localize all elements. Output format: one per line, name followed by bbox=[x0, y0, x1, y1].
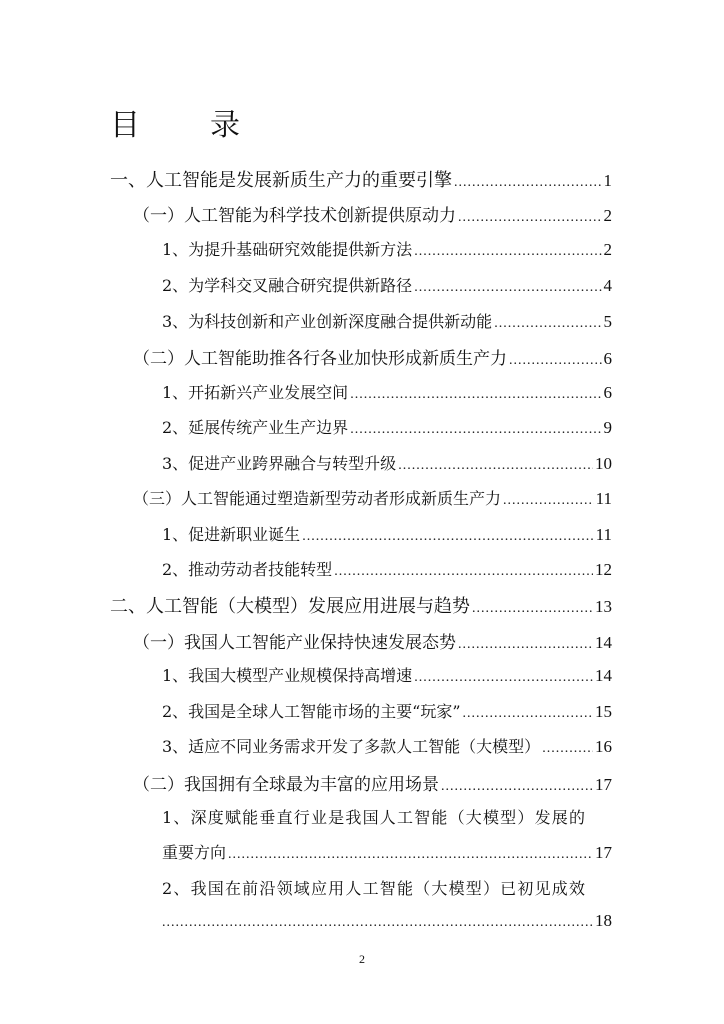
toc-leader-dots bbox=[458, 210, 602, 226]
toc-page-number: 4 bbox=[603, 276, 612, 295]
toc-leader-dots bbox=[463, 706, 593, 722]
toc-leader-dots bbox=[414, 244, 601, 260]
toc-page-number: 2 bbox=[603, 240, 612, 259]
toc-page-number: 14 bbox=[595, 633, 612, 652]
toc-leader-dots bbox=[458, 637, 593, 653]
toc-leader-dots bbox=[350, 422, 601, 438]
toc-leader-dots bbox=[162, 915, 593, 931]
toc-entry[interactable] bbox=[133, 486, 612, 509]
toc-entry[interactable] bbox=[162, 380, 612, 403]
toc-entry-text: 1、我国大模型产业规模保持高增速 bbox=[162, 666, 413, 685]
toc-page-number: 9 bbox=[603, 418, 612, 437]
toc-entry-wrapped-line[interactable]: 2、我国在前沿领域应用人工智能（大模型）已初见成效 bbox=[162, 879, 587, 898]
toc-entry[interactable] bbox=[162, 557, 612, 580]
toc-entry-text: 2、推动劳动者技能转型 bbox=[162, 560, 333, 579]
toc-entry-text: （二）我国拥有全球最为丰富的应用场景 bbox=[133, 775, 439, 795]
toc-entry-text: （三）人工智能通过塑造新型劳动者形成新质生产力 bbox=[133, 489, 502, 508]
toc-leader-dots bbox=[542, 741, 593, 757]
toc-entry-text: 2、延展传统产业生产边界 bbox=[162, 418, 349, 437]
toc-page-number: 11 bbox=[595, 489, 612, 508]
toc-page-number: 18 bbox=[595, 911, 612, 930]
toc-entry[interactable] bbox=[162, 415, 612, 438]
toc-entry[interactable] bbox=[162, 237, 612, 260]
toc-entry[interactable] bbox=[133, 628, 612, 653]
toc-leader-dots bbox=[398, 458, 593, 474]
toc-entry-text: 1、为提升基础研究效能提供新方法 bbox=[162, 240, 413, 259]
toc-leader-dots bbox=[494, 316, 601, 332]
toc-page-number: 6 bbox=[603, 349, 612, 368]
toc-page-number: 16 bbox=[595, 737, 612, 756]
toc-page-number: 1 bbox=[603, 171, 612, 190]
toc-entry[interactable] bbox=[133, 201, 612, 226]
toc-entry-text: 一、人工智能是发展新质生产力的重要引擎 bbox=[110, 170, 452, 191]
toc-leader-dots bbox=[334, 564, 593, 580]
toc-page-number: 5 bbox=[603, 312, 612, 331]
toc-leader-dots bbox=[228, 847, 593, 863]
toc-leader-dots bbox=[414, 670, 593, 686]
toc-page-number: 14 bbox=[595, 666, 612, 685]
page-number-footer: 2 bbox=[359, 952, 365, 966]
toc-entry-text: 1、开拓新兴产业发展空间 bbox=[162, 383, 349, 402]
toc-page-number: 6 bbox=[603, 383, 612, 402]
toc-page-number: 17 bbox=[595, 775, 612, 794]
toc-page-number: 11 bbox=[595, 525, 612, 544]
toc-leader-dots bbox=[454, 175, 602, 191]
toc-entry-text: 2、为学科交叉融合研究提供新路径 bbox=[162, 276, 413, 295]
toc-page-number: 17 bbox=[595, 843, 612, 862]
toc-entry-text: （一）我国人工智能产业保持快速发展态势 bbox=[133, 633, 456, 653]
toc-entry[interactable] bbox=[162, 699, 612, 722]
toc-leader-dots bbox=[350, 387, 601, 403]
toc-page-number: 2 bbox=[603, 206, 612, 225]
toc-entry[interactable] bbox=[162, 273, 612, 296]
toc-entry-text: 二、人工智能（大模型）发展应用进展与趋势 bbox=[110, 596, 470, 617]
toc-entry[interactable] bbox=[162, 522, 612, 545]
page-title: 目 录 bbox=[110, 108, 260, 143]
toc-page-number: 15 bbox=[595, 702, 612, 721]
toc-entry[interactable] bbox=[162, 451, 612, 474]
toc-entry[interactable] bbox=[110, 166, 612, 192]
toc-entry-text: 2、我国是全球人工智能市场的主要“玩家” bbox=[162, 702, 461, 721]
toc-leader-dots bbox=[503, 493, 594, 509]
toc-entry[interactable] bbox=[162, 663, 612, 686]
toc-entry[interactable] bbox=[162, 734, 612, 757]
toc-page-number: 13 bbox=[595, 597, 612, 616]
toc-entry-text: 1、促进新职业诞生 bbox=[162, 525, 301, 544]
toc-entry[interactable] bbox=[162, 911, 612, 931]
toc-leader-dots bbox=[472, 601, 593, 617]
toc-leader-dots bbox=[509, 353, 602, 369]
toc-leader-dots bbox=[441, 779, 593, 795]
toc-entry-text: 重要方向 bbox=[162, 843, 227, 862]
toc-entry-wrapped-line[interactable]: 1、深度赋能垂直行业是我国人工智能（大模型）发展的 bbox=[162, 808, 587, 827]
toc-entry[interactable] bbox=[162, 840, 612, 863]
toc-entry-text: 3、适应不同业务需求开发了多款人工智能（大模型） bbox=[162, 737, 541, 756]
toc-entry-text: 3、促进产业跨界融合与转型升级 bbox=[162, 454, 397, 473]
toc-entry[interactable] bbox=[133, 770, 612, 795]
toc-leader-dots bbox=[302, 529, 593, 545]
toc-entry[interactable] bbox=[133, 344, 612, 369]
toc-entry-text: （二）人工智能助推各行各业加快形成新质生产力 bbox=[133, 349, 507, 369]
toc-entry[interactable] bbox=[110, 592, 612, 618]
toc-page-number: 12 bbox=[595, 560, 612, 579]
toc-entry-text: （一）人工智能为科学技术创新提供原动力 bbox=[133, 206, 456, 226]
toc-entry-text: 3、为科技创新和产业创新深度融合提供新动能 bbox=[162, 312, 493, 331]
toc-leader-dots bbox=[414, 280, 601, 296]
toc-entry[interactable] bbox=[162, 309, 612, 332]
toc-page-number: 10 bbox=[595, 454, 612, 473]
